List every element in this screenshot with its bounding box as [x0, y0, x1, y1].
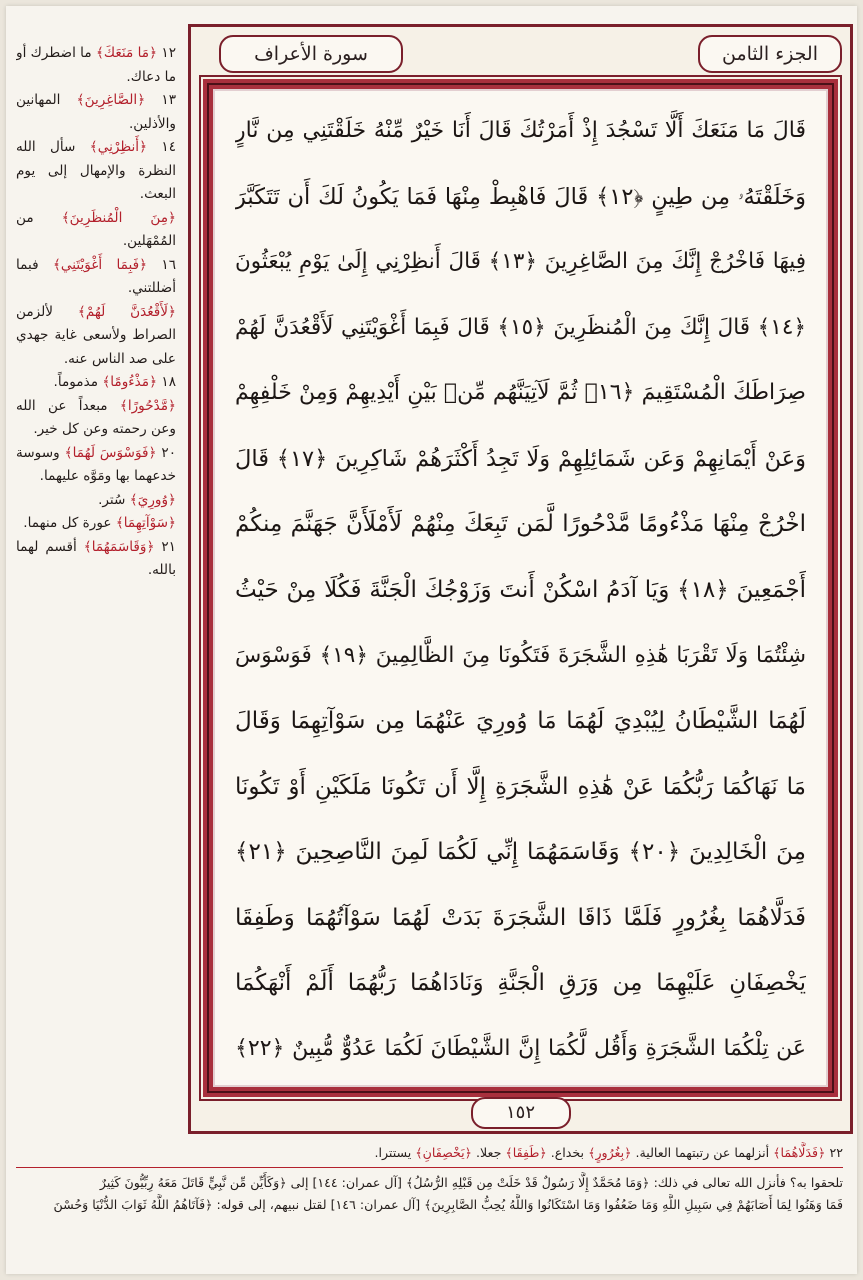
margin-explanation: ما اضطرك أو ما دعاك.: [16, 45, 176, 85]
margin-explanation: المهانين والأذلين.: [16, 92, 176, 132]
margin-explanation: سُتر.: [98, 491, 126, 508]
footer-line-reason-cont: فَمَا وَهَنُوا لِمَا أَصَابَهُمْ فِي سَبِيلِ اللَّهِ وَمَا ضَعُفُوا وَمَا اسْتَكَانُوا وَاللَّهُ يُحِبُّ الصَّابِرِينَ﴾ [آل عمران: ١٤٦] لقتل نبيهم، إلى قوله: ﴿فَآتَاهُمُ اللَّهُ ثَوَابَ الدُّنْيَا وَحُسْنَ: [53, 1197, 843, 1212]
quran-frame: [188, 24, 853, 1134]
verse-line: وَخَلَقْتَهُۥ مِن طِينٍ ﴿١٢﴾ قَالَ فَاهْبِطْ مِنْهَا فَمَا يَكُونُ لَكَ أَن تَتَكَبَّرَ: [235, 183, 806, 210]
verse-line: مَا نَهَاكُمَا رَبُّكُمَا عَنْ هَٰذِهِ الشَّجَرَةِ إِلَّا أَن تَكُونَا مَلَكَيْنِ أَوْ تَكُونَا: [235, 773, 806, 800]
margin-keyword: ﴿لَأَقْعُدَنَّ لَهُمْ﴾: [77, 303, 176, 320]
footer-line-glossary: ٢٢ ﴿فَدَلَّاهُمَا﴾ أنزلهما عن رتبتهما العالية. ﴿بِغُرُورٍ﴾ بخداع. ﴿طَفِقَا﴾ جعلا. ﴿يَخْصِفَانِ﴾ يستترا.: [374, 1145, 843, 1160]
verse-line: وَعَنْ أَيْمَانِهِمْ وَعَن شَمَائِلِهِمْ وَلَا تَجِدُ أَكْثَرَهُمْ شَاكِرِينَ ﴿١٧﴾ قَالَ: [235, 445, 806, 472]
margin-note: ١٨ ﴿مَذْءُومًا﴾ مذموماً.: [53, 374, 176, 390]
juz-header: [698, 35, 842, 73]
verse-line: لَهُمَا الشَّيْطَانُ لِيُبْدِيَ لَهُمَا مَا وُورِيَ عَنْهُمَا مِن سَوْآتِهِمَا وَقَالَ: [235, 708, 806, 735]
mushaf-page: [6, 6, 857, 1274]
margin-note: [16, 395, 176, 442]
verse-line: اخْرُجْ مِنْهَا مَذْءُومًا مَّدْحُورًا لَّمَن تَبِعَكَ مِنْهُمْ لَأَمْلَأَنَّ جَهَنَّمَ مِنكُمْ: [235, 511, 806, 538]
quran-text-panel: [203, 79, 838, 1097]
footer-keyword: ﴿يَخْصِفَانِ﴾: [415, 1145, 473, 1160]
verse-line: صِرَاطَكَ الْمُسْتَقِيمَ ﴿١٦﴾ ثُمَّ لَآتِيَنَّهُم مِّنۢ بَيْنِ أَيْدِيهِمْ وَمِنْ خَلْفِهِمْ: [235, 380, 806, 406]
margin-keyword: ﴿مَا مَنَعَكَ﴾: [95, 45, 158, 61]
margin-keyword: ﴿مَذْءُومًا﴾: [102, 374, 158, 390]
margin-note: ١٦ ﴿فَبِمَا أَغْوَيْتَنِي﴾ فبما أضللتني.: [16, 256, 176, 296]
margin-keyword: ﴿وَقَاسَمَهُمَا﴾: [83, 538, 155, 555]
margin-explanation: لألزمن الصراط ولأسعى غاية جهدي على صد الناس عنه.: [16, 303, 176, 367]
margin-note: ٢١ ﴿وَقَاسَمَهُمَا﴾ أقسم لهما بالله.: [16, 538, 176, 578]
verse-lines: [235, 103, 806, 1077]
juz-title: الجزء الثامن: [721, 43, 819, 65]
verse-line: فَدَلَّاهُمَا بِغُرُورٍ فَلَمَّا ذَاقَا الشَّجَرَةَ بَدَتْ لَهُمَا سَوْآتُهُمَا وَطَفِقَا: [235, 904, 806, 931]
margin-keyword: ﴿مَّدْحُورًا﴾: [119, 397, 176, 414]
margin-explanation: سأل الله النظرة والإمهال إلى يوم البعث.: [16, 139, 176, 202]
margin-keyword: ﴿فَبِمَا أَغْوَيْتَنِي﴾: [52, 256, 148, 273]
margin-explanation: عورة كل منهما.: [23, 515, 112, 531]
margin-note: ١٢ ﴿مَا مَنَعَكَ﴾ ما اضطرك أو ما دعاك.: [16, 45, 176, 85]
margin-note: [16, 512, 176, 536]
verse-line: فِيهَا فَاخْرُجْ إِنَّكَ مِنَ الصَّاغِرِينَ ﴿١٣﴾ قَالَ أَنظِرْنِي إِلَىٰ يَوْمِ يُبْعَثُونَ: [235, 249, 806, 275]
margin-keyword: ﴿الصَّاغِرِينَ﴾: [76, 92, 146, 108]
surah-header: [219, 35, 403, 73]
margin-keyword: ﴿مِنَ الْمُنظَرِينَ﴾: [61, 209, 176, 226]
verse-line: عَن تِلْكُمَا الشَّجَرَةِ وَأَقُل لَّكُمَا إِنَّ الشَّيْطَانَ لَكُمَا عَدُوٌّ مُّبِينٌ ﴿٢٢﴾: [235, 1035, 806, 1061]
margin-note: ١٤ ﴿أَنظِرْنِي﴾ سأل الله النظرة والإمهال إلى يوم البعث.: [16, 139, 176, 202]
margin-commentary: [16, 42, 176, 1132]
margin-explanation: من المُمْهَلين.: [16, 209, 176, 249]
page-number: ١٥٢: [471, 1097, 571, 1129]
footer-keyword: ﴿طَفِقَا﴾: [505, 1145, 547, 1160]
margin-note: ٢٠ ﴿فَوَسْوَسَ لَهُمَا﴾ وسوسة خدعهما بها ومَوَّه عليهما.: [16, 444, 176, 484]
margin-explanation: أقسم لهما بالله.: [16, 538, 176, 578]
margin-explanation: فبما أضللتني.: [16, 256, 176, 296]
margin-note: [16, 489, 176, 513]
margin-keyword: ﴿فَوَسْوَسَ لَهُمَا﴾: [64, 444, 157, 461]
margin-keyword: ﴿سَوْآتِهِمَا﴾: [115, 515, 176, 531]
margin-explanation: مذموماً.: [53, 374, 98, 390]
verse-line: مِنَ الْخَالِدِينَ ﴿٢٠﴾ وَقَاسَمَهُمَا إِنِّي لَكُمَا لَمِنَ النَّاصِحِينَ ﴿٢١﴾: [235, 839, 806, 866]
footer-divider: [16, 1167, 843, 1168]
footer-notes: [16, 1142, 843, 1216]
margin-keyword: ﴿أَنظِرْنِي﴾: [89, 139, 148, 155]
surah-title: سورة الأعراف: [254, 43, 368, 65]
margin-explanation: وسوسة خدعهما بها ومَوَّه عليهما.: [16, 444, 176, 484]
footer-keyword: ﴿بِغُرُورٍ﴾: [588, 1145, 632, 1160]
footer-line-reason: تلحقوا به؟ فأنزل الله تعالى في ذلك: ﴿وَمَا مُحَمَّدٌ إِلَّا رَسُولٌ قَدْ خَلَتْ مِن قَبْلِهِ الرُّسُلُ﴾ [آل عمران: ١٤٤] إلى ﴿وَكَأَيِّن مِّن نَّبِيٍّ قَاتَلَ مَعَهُ رِبِّيُّونَ كَثِيرٌ: [99, 1175, 843, 1190]
margin-note: [16, 207, 176, 254]
margin-note: [16, 301, 176, 372]
verse-line: أَجْمَعِينَ ﴿١٨﴾ وَيَا آدَمُ اسْكُنْ أَنتَ وَزَوْجُكَ الْجَنَّةَ فَكُلَا مِنْ حَيْثُ: [235, 576, 806, 603]
verse-line: شِئْتُمَا وَلَا تَقْرَبَا هَٰذِهِ الشَّجَرَةَ فَتَكُونَا مِنَ الظَّالِمِينَ ﴿١٩﴾ فَوَسْوَسَ: [235, 642, 806, 668]
verse-line: ﴿١٤﴾ قَالَ إِنَّكَ مِنَ الْمُنظَرِينَ ﴿١٥﴾ قَالَ فَبِمَا أَغْوَيْتَنِي لَأَقْعُدَنَّ لَهُمْ: [235, 314, 806, 340]
margin-keyword: ﴿وُورِيَ﴾: [129, 491, 176, 508]
footer-keyword: ﴿فَدَلَّاهُمَا﴾: [773, 1145, 826, 1160]
verse-line: قَالَ مَا مَنَعَكَ أَلَّا تَسْجُدَ إِذْ أَمَرْتُكَ قَالَ أَنَا خَيْرٌ مِّنْهُ خَلَقْتَنِي مِن نَّارٍ: [235, 118, 806, 143]
margin-note: ١٣ ﴿الصَّاغِرِينَ﴾ المهانين والأذلين.: [16, 92, 176, 132]
verse-line: يَخْصِفَانِ عَلَيْهِمَا مِن وَرَقِ الْجَنَّةِ وَنَادَاهُمَا رَبُّهُمَا أَلَمْ أَنْهَكُمَا: [235, 970, 806, 997]
margin-explanation: مبعداً عن الله وعن رحمته وعن كل خير.: [16, 397, 176, 437]
